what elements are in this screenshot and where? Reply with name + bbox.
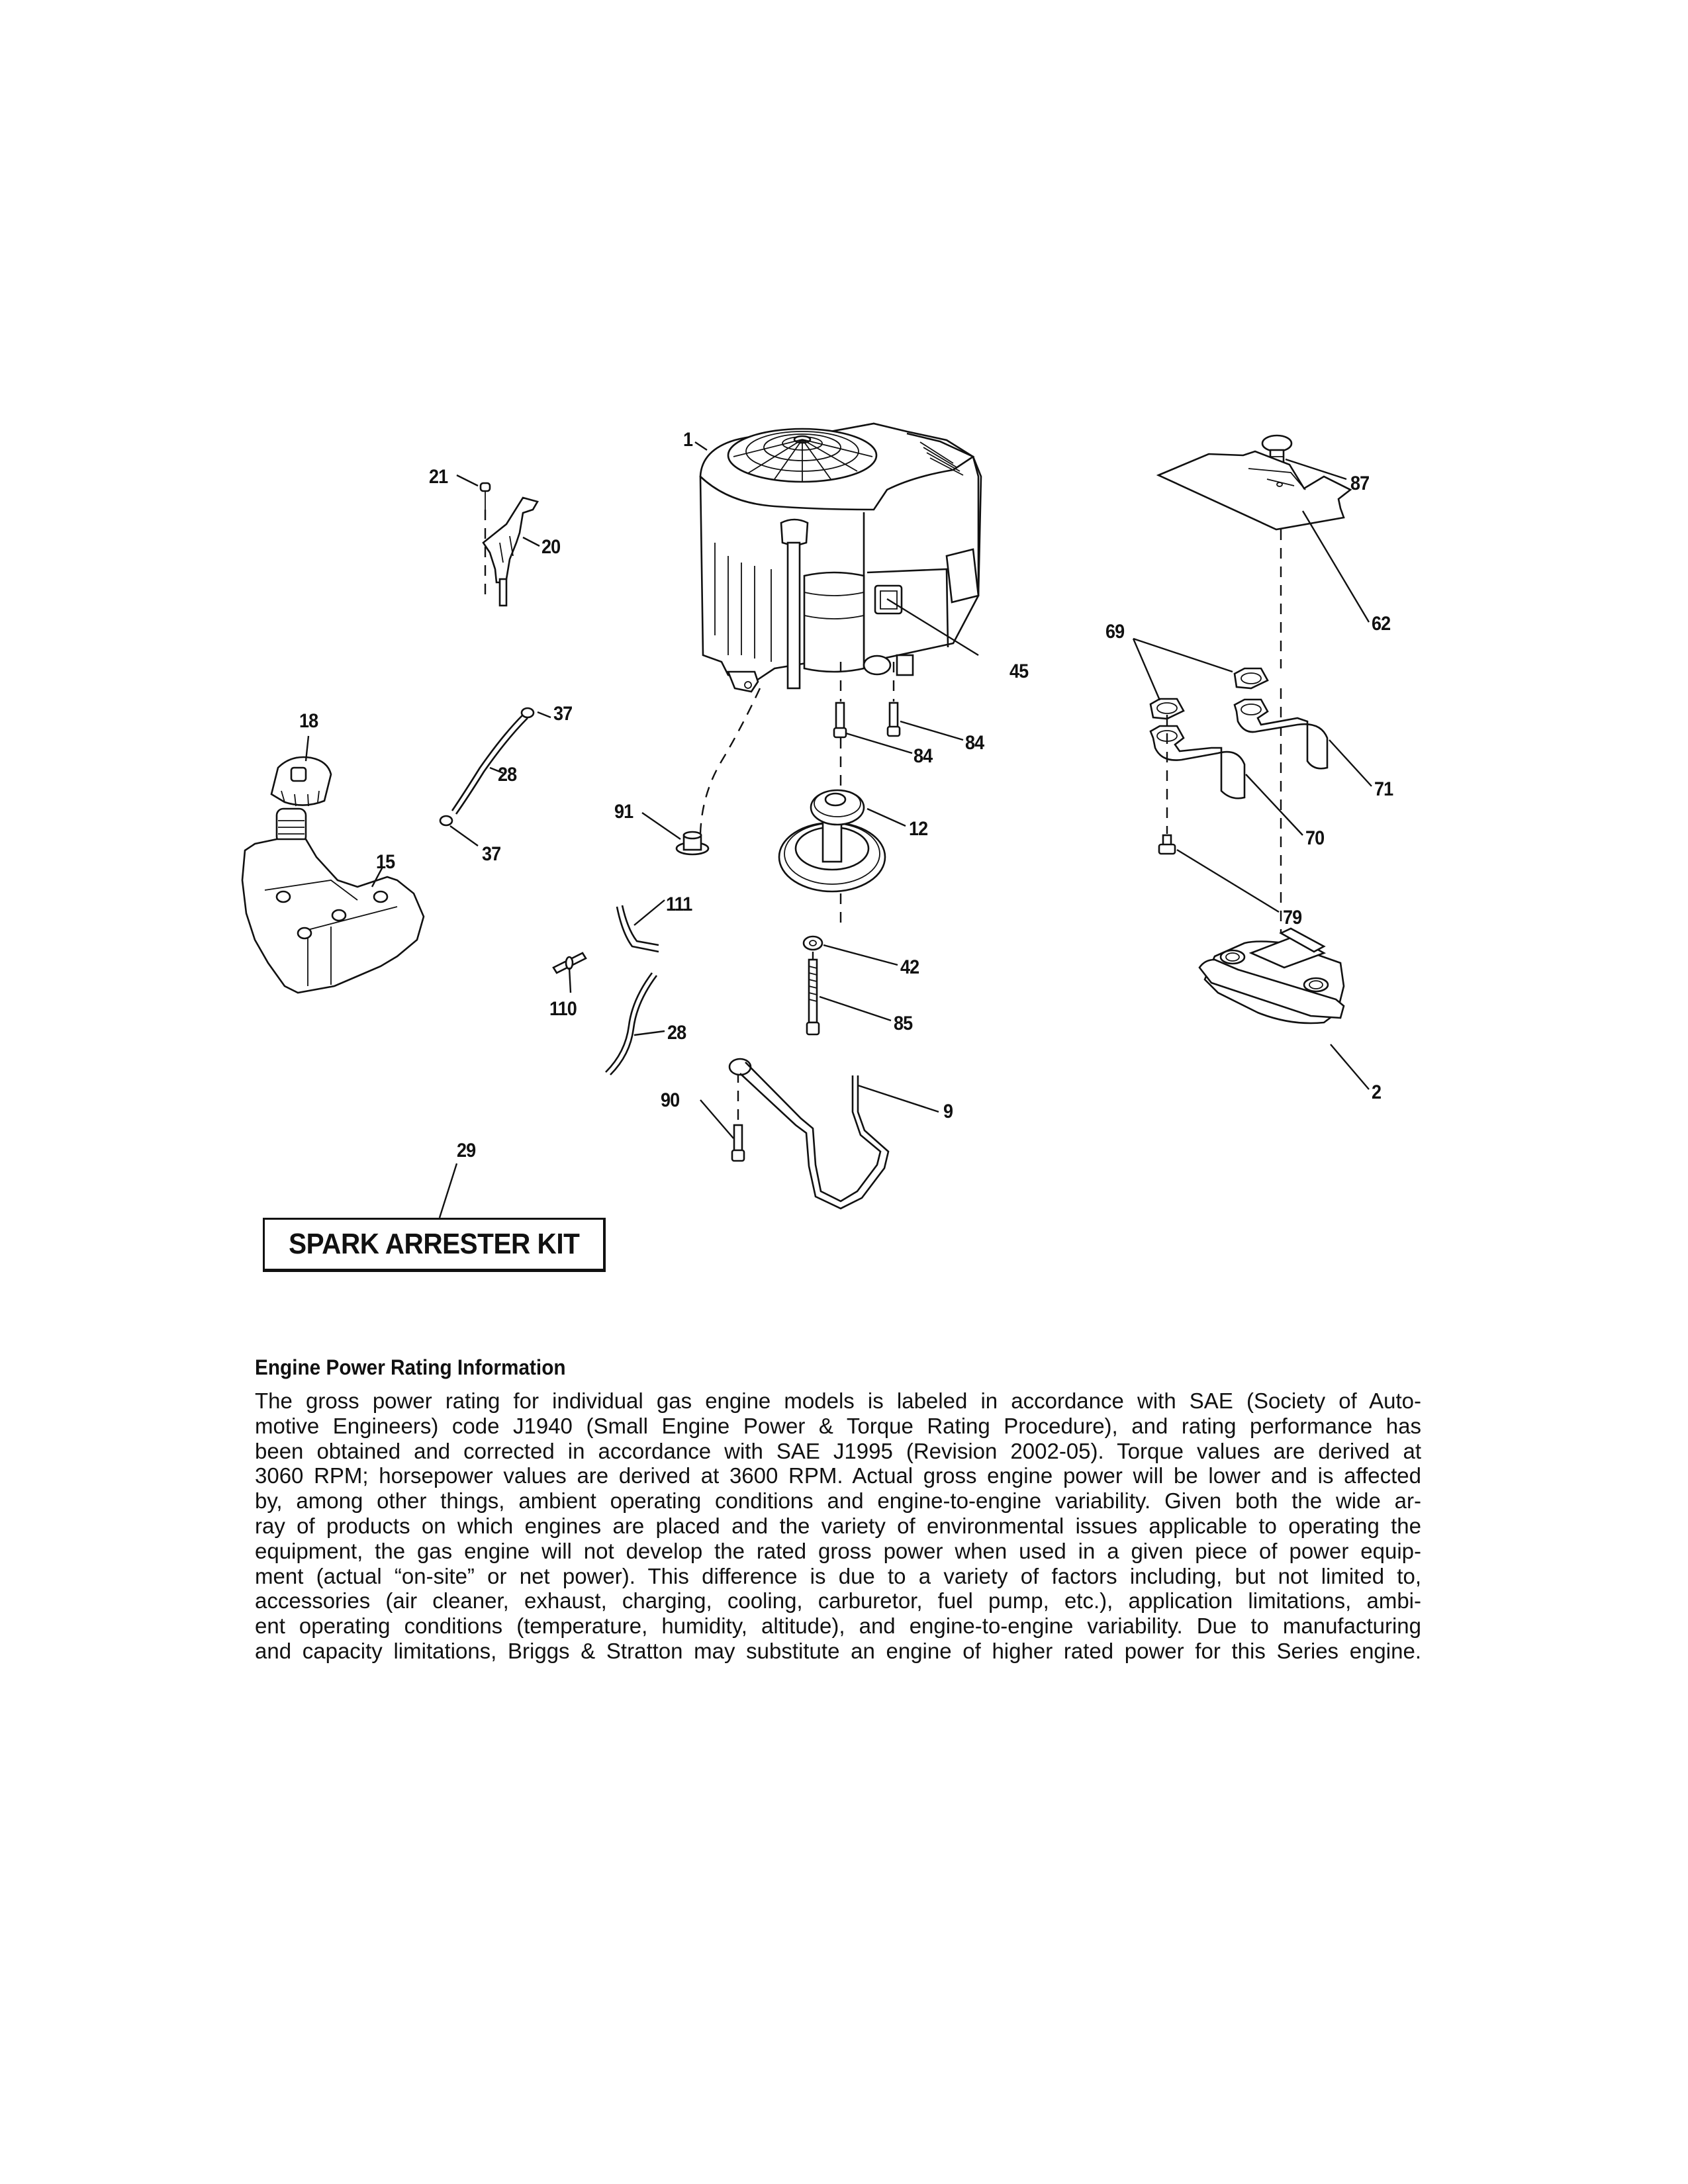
fuel-cap-illustration — [271, 757, 331, 806]
leader-28b — [634, 1031, 665, 1035]
exhaust-pipe-70-illustration — [1150, 726, 1244, 798]
text-line: and capacity limitations, Briggs & Stratton may substitute an engine of higher rated power for this Series engine. — [255, 1638, 1421, 1663]
leader-110 — [569, 968, 571, 993]
leader-71 — [1329, 740, 1372, 786]
callout-45: 45 — [1009, 660, 1029, 682]
text-line: accessories (air cleaner, exhaust, charging, cooling, carburetor, fuel pump, etc.), application limitations, ambi- — [255, 1588, 1421, 1614]
text-line: ray of products on which engines are placed and the variety of environmental issues applicable to operating the — [255, 1513, 1421, 1538]
leader-37a — [538, 712, 551, 717]
leader-37b — [450, 826, 478, 846]
callout-87: 87 — [1350, 473, 1370, 494]
callout-37b: 37 — [482, 843, 501, 865]
text-line: ent operating conditions (temperature, humidity, altitude), and engine-to-engine variability. Due to manufacturing — [255, 1614, 1421, 1639]
callout-20: 20 — [541, 536, 561, 558]
callout-2: 2 — [1372, 1081, 1382, 1103]
callout-110: 110 — [549, 998, 577, 1020]
callout-91: 91 — [614, 801, 633, 823]
bracket-illustration — [729, 1059, 888, 1208]
text-line: 3060 RPM; horsepower values are derived at 3600 RPM. Actual gross engine power will be lower and is affected — [255, 1463, 1421, 1488]
fuel-tank-illustration — [242, 809, 424, 993]
leader-84b — [900, 721, 963, 740]
leader-20 — [523, 537, 539, 546]
callout-70: 70 — [1305, 827, 1325, 849]
bolt-85-illustration — [807, 952, 819, 1034]
callout-28a: 28 — [498, 764, 517, 786]
callout-9: 9 — [943, 1101, 953, 1122]
callout-62: 62 — [1372, 613, 1391, 635]
callout-71: 71 — [1374, 778, 1393, 800]
callout-42: 42 — [900, 956, 919, 978]
leader-9 — [858, 1085, 939, 1112]
callout-85: 85 — [894, 1013, 913, 1034]
engine-power-rating-text — [255, 1388, 1421, 1664]
leader-2 — [1331, 1044, 1369, 1089]
fuel-line-upper-illustration — [440, 708, 534, 825]
bolt-90-illustration — [732, 1072, 744, 1161]
callout-15: 15 — [376, 851, 395, 873]
leader-79 — [1177, 850, 1279, 912]
leader-84a — [846, 733, 912, 753]
throttle-control-illustration — [481, 483, 538, 606]
engine-power-rating-heading: Engine Power Rating Information — [255, 1355, 566, 1379]
leader-42 — [823, 945, 898, 965]
fuel-line-lower-illustration — [606, 973, 657, 1075]
leader-62 — [1303, 511, 1369, 622]
callout-12: 12 — [909, 818, 928, 840]
leader-70 — [1246, 774, 1303, 835]
grommet-illustration — [677, 688, 760, 854]
leader-1 — [695, 442, 707, 450]
muffler-illustration — [1199, 929, 1344, 1023]
bolt-84-illustration — [834, 662, 900, 737]
text-line: been obtained and corrected in accordance with SAE J1995 (Revision 2002-05). Torque values are derived at — [255, 1438, 1421, 1463]
washer-illustration — [804, 936, 822, 950]
callout-1: 1 — [683, 429, 693, 451]
leader-21 — [457, 475, 478, 486]
callout-84b: 84 — [965, 732, 984, 754]
leader-12 — [867, 809, 906, 826]
leader-85 — [820, 997, 891, 1021]
leader-90 — [700, 1100, 733, 1138]
text-line: equipment, the gas engine will not develop the rated gross power when used in a given piece of power equip- — [255, 1538, 1421, 1563]
engine-illustration — [700, 424, 981, 692]
text-line: motive Engineers) code J1940 (Small Engine Power & Torque Rating Procedure), and rating performance has — [255, 1413, 1421, 1438]
text-line: by, among other things, ambient operating conditions and engine-to-engine variability. Given both the wide ar- — [255, 1488, 1421, 1514]
text-line: ment (actual “on-site” or net power). This difference is due to a variety of factors including, but not limited to, — [255, 1563, 1421, 1588]
callout-111: 111 — [666, 893, 692, 915]
callout-18: 18 — [299, 710, 318, 732]
pulley-illustration — [779, 738, 885, 930]
callout-29: 29 — [457, 1140, 476, 1161]
callout-37a: 37 — [553, 703, 573, 725]
leader-91 — [642, 813, 680, 839]
callout-79: 79 — [1283, 907, 1302, 929]
spark-arrester-kit-label: SPARK ARRESTER KIT — [288, 1228, 580, 1260]
callout-84a: 84 — [914, 745, 933, 767]
callout-21: 21 — [429, 466, 448, 488]
text-line: The gross power rating for individual gas engine models is labeled in accordance with SAE (Society of Auto- — [255, 1388, 1421, 1413]
leader-111 — [634, 900, 665, 925]
heat-shield-illustration — [1158, 451, 1350, 529]
leader-69 — [1133, 639, 1233, 700]
spark-arrester-kit-box — [263, 1218, 606, 1272]
callout-69: 69 — [1105, 621, 1125, 643]
callout-90: 90 — [661, 1089, 680, 1111]
callout-28b: 28 — [667, 1022, 686, 1044]
exhaust-nut-illustration — [1159, 835, 1175, 854]
fuel-line-111-illustration — [617, 905, 659, 952]
leader-29 — [440, 1163, 457, 1218]
